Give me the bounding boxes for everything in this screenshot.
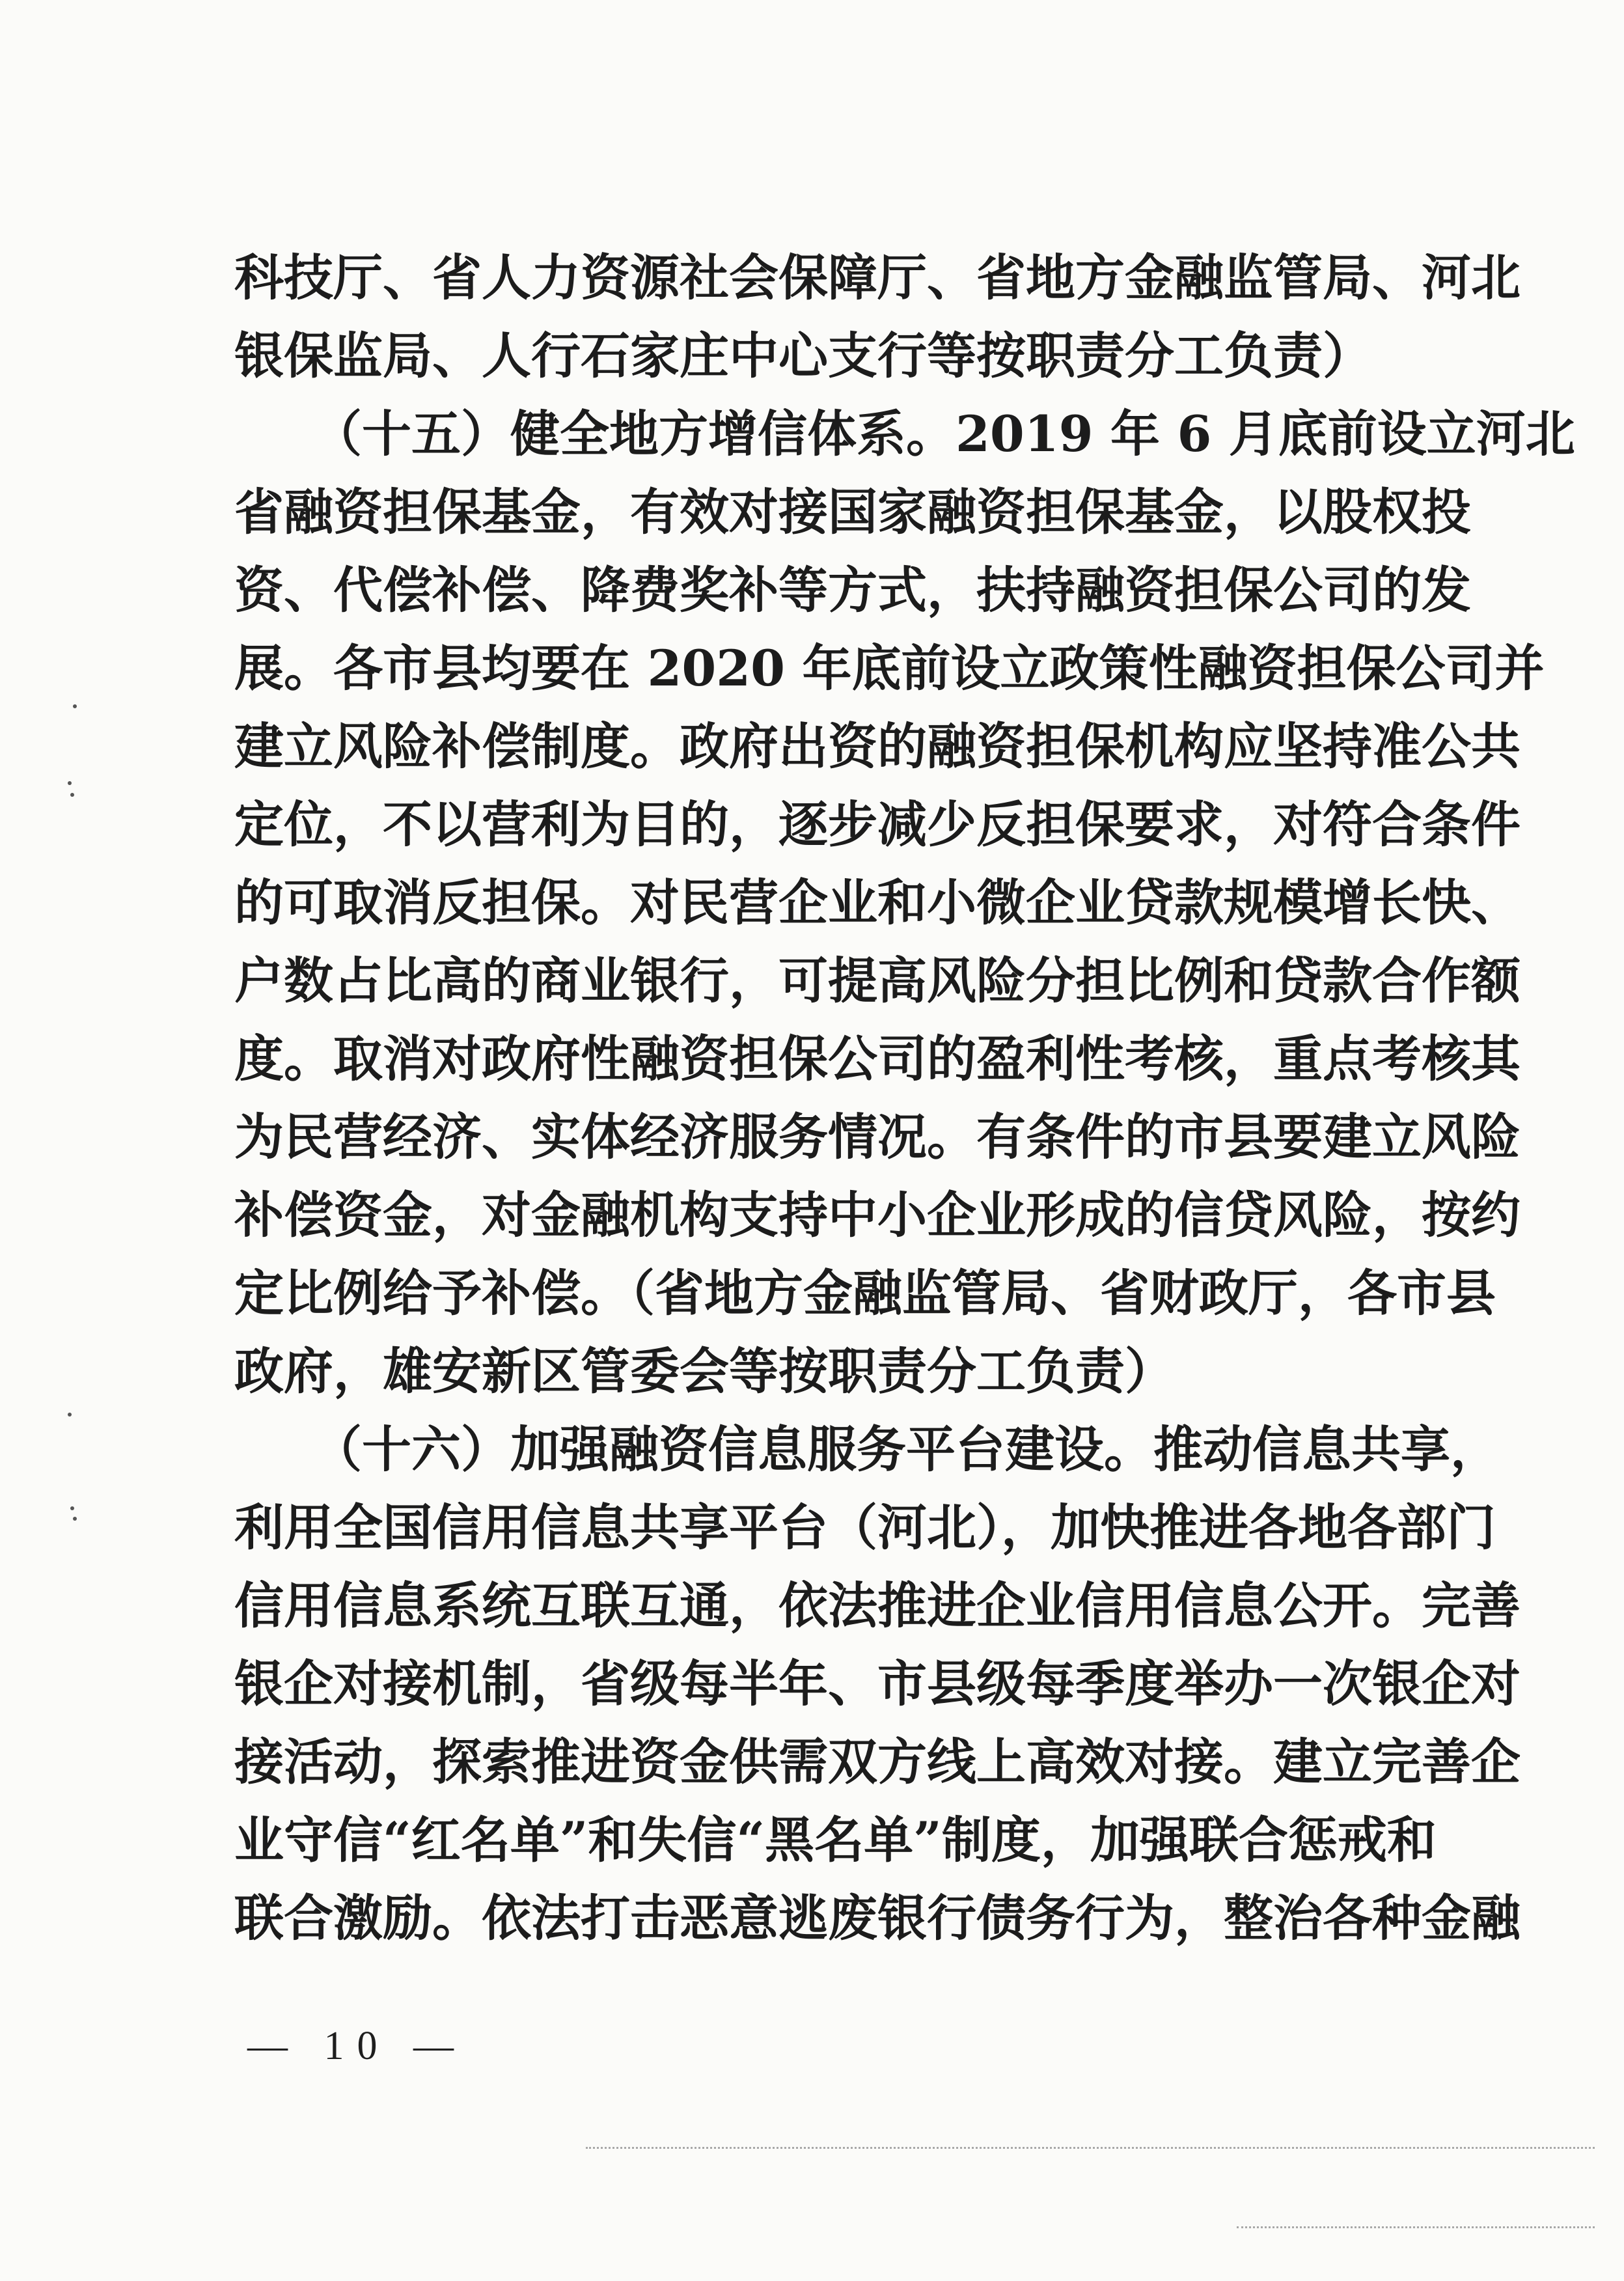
text-line: 为民营经济、实体经济服务情况。有条件的市县要建立风险 (234, 1108, 1521, 1166)
text-line: 信用信息系统互联互通，依法推进企业信用信息公开。完善 (234, 1577, 1521, 1635)
scan-artifact-rule (586, 2147, 1595, 2149)
text-line: 度。取消对政府性融资担保公司的盈利性考核，重点考核其 (234, 1030, 1521, 1088)
scan-speck (73, 1517, 77, 1521)
text-line: 省融资担保基金，有效对接国家融资担保基金，以股权投 (234, 483, 1471, 541)
section-heading-line: （十五）健全地方增信体系。2019 年 6 月底前设立河北 (312, 405, 1575, 463)
text-line: 定比例给予补偿。（省地方金融监管局、省财政厅，各市县 (234, 1264, 1496, 1322)
text-line: 户数占比高的商业银行，可提高风险分担比例和贷款合作额 (234, 952, 1521, 1010)
scan-speck (68, 1413, 72, 1417)
text-line: 的可取消反担保。对民营企业和小微企业贷款规模增长快、 (234, 874, 1521, 932)
section-heading-line: （十六）加强融资信息服务平台建设。推动信息共享， (312, 1420, 1500, 1478)
scan-speck (68, 781, 72, 785)
text-line: 利用全国信用信息共享平台（河北），加快推进各地各部门 (234, 1499, 1496, 1556)
text-line: 展。各市县均要在 2020 年底前设立政策性融资担保公司并 (234, 639, 1545, 697)
text-line: 定位，不以营利为目的，逐步减少反担保要求，对符合条件 (234, 795, 1521, 853)
scan-artifact-rule (1237, 2226, 1595, 2228)
text-line: 科技厅、省人力资源社会保障厅、省地方金融监管局、河北 (234, 249, 1521, 307)
scan-speck (73, 704, 77, 708)
text-line: 业守信“红名单”和失信“黑名单”制度，加强联合惩戒和 (234, 1811, 1437, 1869)
text-line: 政府，雄安新区管委会等按职责分工负责） (234, 1342, 1174, 1400)
scan-speck (70, 1506, 74, 1510)
page-number: — 10 — (247, 2024, 467, 2068)
scan-speck (70, 793, 74, 797)
text-line: 银保监局、人行石家庄中心支行等按职责分工负责） (234, 327, 1372, 385)
text-line: 银企对接机制，省级每半年、市县级每季度举办一次银企对 (234, 1655, 1521, 1713)
text-line: 接活动，探索推进资金供需双方线上高效对接。建立完善企 (234, 1733, 1521, 1791)
text-line: 补偿资金，对金融机构支持中小企业形成的信贷风险，按约 (234, 1186, 1521, 1244)
text-line: 资、代偿补偿、降费奖补等方式，扶持融资担保公司的发 (234, 561, 1471, 619)
text-line: 建立风险补偿制度。政府出资的融资担保机构应坚持准公共 (234, 717, 1521, 775)
text-line: 联合激励。依法打击恶意逃废银行债务行为，整治各种金融 (234, 1889, 1521, 1947)
